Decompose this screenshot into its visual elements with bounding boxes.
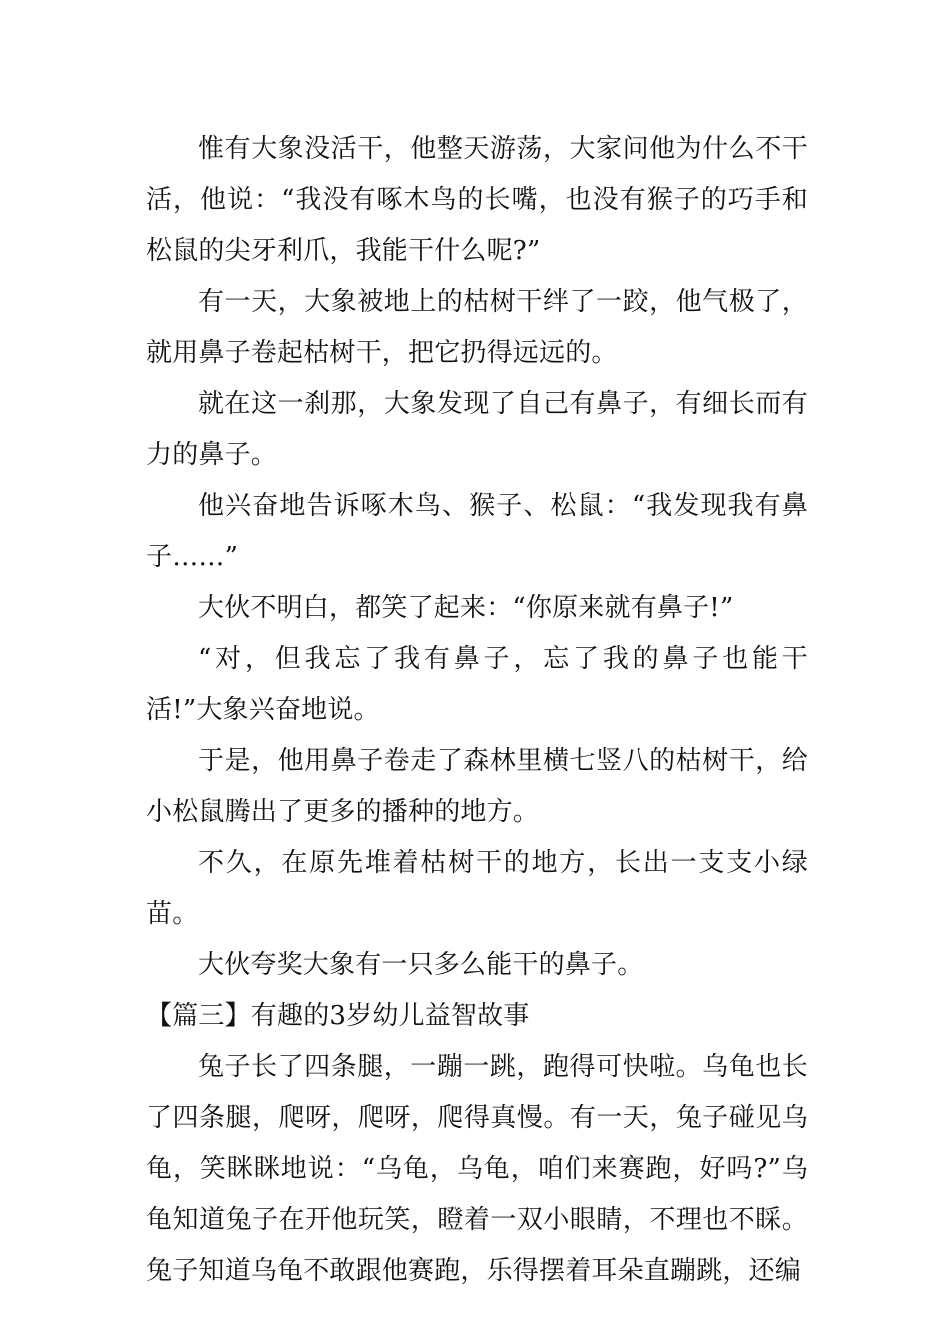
paragraph-9: 大伙夸奖大象有一只多么能干的鼻子。	[198, 950, 644, 980]
paragraph-2: 有一天，大象被地上的枯树干绊了一跤，他气极了，就用鼻子卷起枯树干，把它扔得远远的。	[146, 287, 808, 368]
paragraph-8: 不久，在原先堆着枯树干的地方，长出一支支小绿苗。	[146, 848, 808, 929]
paragraph-4: 他兴奋地告诉啄木鸟、猴子、松鼠：“我发现我有鼻子……”	[146, 491, 808, 572]
paragraph-1: 惟有大象没活干，他整天游荡，大家问他为什么不干活，他说：“我没有啄木鸟的长嘴，也没有猴子的巧手和松鼠的尖牙利爪，我能干什么呢?”	[146, 134, 808, 266]
paragraph-5: 大伙不明白，都笑了起来：“你原来就有鼻子!”	[198, 593, 734, 623]
paragraph-6: “对，但我忘了我有鼻子，忘了我的鼻子也能干活!”大象兴奋地说。	[146, 644, 808, 725]
section-paragraph-1: 兔子长了四条腿，一蹦一跳，跑得可快啦。乌龟也长了四条腿，爬呀，爬呀，爬得真慢。有一天，兔子碰见乌龟，笑眯眯地说：“乌龟，乌龟，咱们来赛跑，好吗?”乌龟知道兔子在开他玩笑，瞪着一双小眼睛，不理也不睬。兔子知道乌龟不敢跟他赛跑，乐得摆着耳朵直蹦跳，还编	[146, 1052, 808, 1286]
document-body	[146, 124, 808, 1297]
section-heading: 【篇三】有趣的3岁幼儿益智故事	[146, 1001, 530, 1031]
paragraph-3: 就在这一刹那，大象发现了自己有鼻子，有细长而有力的鼻子。	[146, 389, 808, 470]
paragraph-7: 于是，他用鼻子卷走了森林里横七竖八的枯树干，给小松鼠腾出了更多的播种的地方。	[146, 746, 808, 827]
